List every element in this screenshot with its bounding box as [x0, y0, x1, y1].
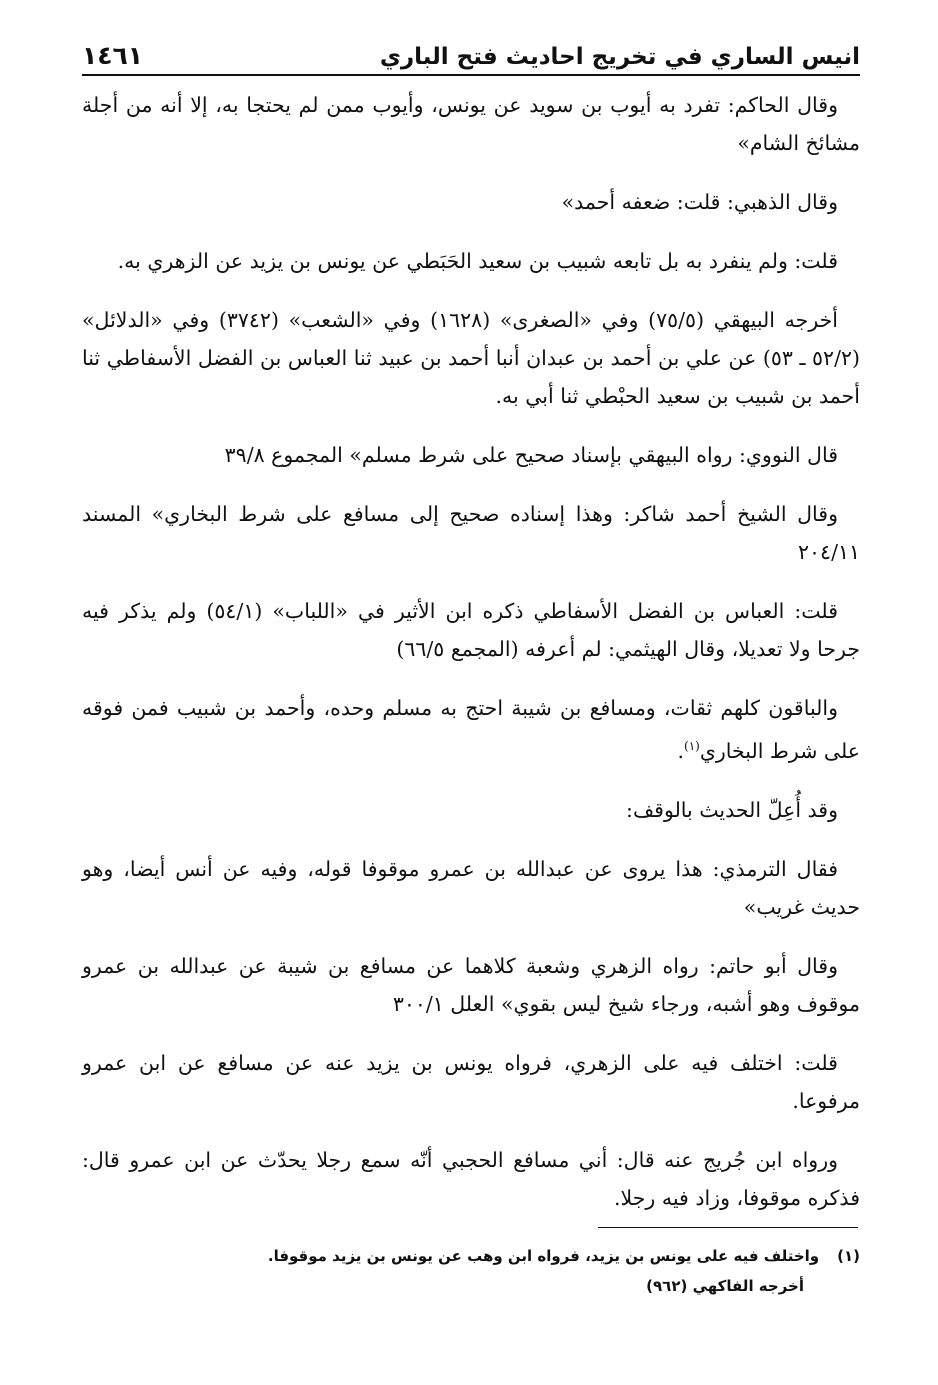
paragraph: قلت: اختلف فيه على الزهري، فرواه يونس بن يزيد عنه عن مسافع عن ابن عمرو مرفوعا.: [82, 1050, 860, 1113]
main-text: [82, 86, 860, 1238]
paragraph: أخرجه البيهقي (٧٥/٥) وفي «الصغرى» (١٦٢٨) وفي «الشعب» (٣٧٤٢) وفي «الدلائل» (٥٢/٢ ـ ٥٣) عن علي بن أحمد بن عبدان أنبا أحمد بن عبيد ثنا العباس بن الفضل الأسفاطي ثنا أحمد بن شبيب بن سعيد الحبْطي ثنا أبي به.: [82, 308, 860, 408]
page-number: ١٤٦١: [82, 41, 144, 70]
paragraph: قلت: العباس بن الفضل الأسفاطي ذكره ابن الأثير في «اللباب» (٥٤/١) ولم يذكر فيه جرحا ولا تعديلا، وقال الهيثمي: لم أعرفه (المجمع ٦٦/٥): [82, 599, 860, 661]
paragraph-with-footnote: والباقون كلهم ثقات، ومسافع بن شيبة احتج به مسلم وحده، وأحمد بن شبيب فمن فوقه على شرط البخاري$^{(١)}$.: [82, 696, 860, 763]
footnote-line: [200, 1241, 860, 1271]
paragraph: وقال أبو حاتم: رواه الزهري وشعبة كلاهما عن مسافع بن شيبة عن عبدالله بن عمرو موقوف وهو أشبه، ورجاء شيخ ليس بقوي» العلل ٣٠٠/١: [82, 953, 860, 1016]
footnote-marker: (١): [837, 1247, 860, 1265]
page-header: [82, 30, 860, 76]
footnote-reference[interactable]: (١): [684, 739, 700, 753]
footnote-text: واختلف فيه على يونس بن يزيد، فرواه ابن وهب عن يونس بن يزيد موقوفا.: [267, 1247, 820, 1265]
paragraph: وقال الحاكم: تفرد به أيوب بن سويد عن يونس، وأيوب ممن لم يحتجا به، إلا أنه من أجلة مشائخ الشام»: [82, 93, 860, 155]
footnote-continuation: أخرجه الفاكهي (٩٦٢): [646, 1277, 804, 1295]
running-title: انيس الساري في تخريج احاديث فتح الباري: [379, 44, 860, 70]
paragraph: وقال الشيخ أحمد شاكر: وهذا إسناده صحيح إلى مسافع على شرط البخاري» المسند ٢٠٤/١١: [82, 502, 860, 564]
paragraph: فقال الترمذي: هذا يروى عن عبدالله بن عمرو موقوفا قوله، وفيه عن أنس أيضا، وهو حديث غريب»: [82, 856, 860, 919]
paragraph-text: والباقون كلهم ثقات، ومسافع بن شيبة احتج به مسلم وحده، وأحمد بن شبيب فمن فوقه على شرط البخاري: [82, 696, 860, 763]
paragraph: قال النووي: رواه البيهقي بإسناد صحيح على شرط مسلم» المجموع ٣٩/٨: [224, 443, 838, 467]
paragraph: قلت: ولم ينفرد به بل تابعه شبيب بن سعيد الحَبَطي عن يونس بن يزيد عن الزهري به.: [117, 249, 838, 273]
paragraph: وقد أُعِلّ الحديث بالوقف:: [626, 797, 838, 822]
footnotes: [200, 1241, 860, 1301]
footnote-divider: [598, 1227, 858, 1228]
paragraph: ورواه ابن جُريج عنه قال: أني مسافع الحجبي أنّه سمع رجلا يحدّث عن ابن عمرو قال: فذكره موقوفا، وزاد فيه رجلا.: [82, 1147, 860, 1210]
paragraph: وقال الذهبي: قلت: ضعفه أحمد»: [561, 190, 838, 214]
